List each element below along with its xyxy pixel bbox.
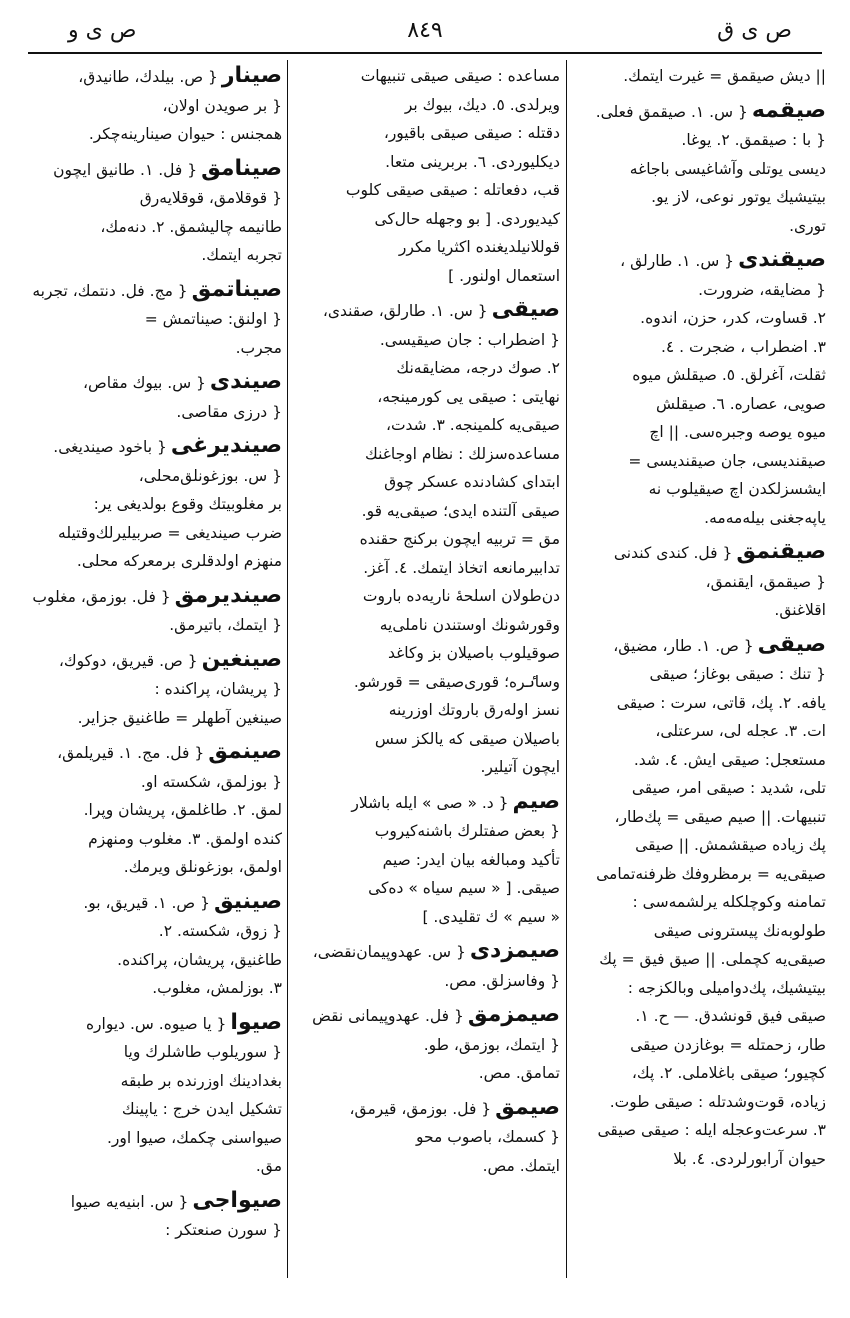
entry-line [30, 519, 282, 548]
entry-line [572, 212, 826, 241]
entry-headword: صینار [221, 63, 282, 88]
entry-text: طار، زحمتله = بوغازدن صیقی [630, 1035, 826, 1054]
entry-line [572, 62, 826, 91]
entry-text: مساعده : صیقی صیقی تنبیهات [360, 67, 560, 85]
entry-text: دن‌طولان اسلحهٔ ناریه‌ده باروت [362, 587, 560, 605]
entry-text: { س. ابنیه‌یه صیوا [70, 1192, 189, 1211]
entry-line [294, 91, 560, 120]
entry-text: { س. بیوك مقاص، [83, 374, 206, 392]
entry-text: دیکلیوردی. ٦. بربرینی متعا. [385, 152, 560, 171]
dictionary-entry [572, 538, 826, 625]
entry-text: نهایتی : صیقی یی کورمینجه، [377, 387, 560, 406]
entry-line [572, 1088, 826, 1117]
entry-line [30, 611, 282, 640]
dictionary-entry [30, 368, 282, 426]
entry-line [30, 334, 282, 363]
entry-line [30, 1067, 282, 1096]
entry-line [294, 1001, 560, 1031]
entry-text: کچیور؛ صیقی باغلاملی. ٢. پك، [631, 1064, 826, 1082]
entry-line [294, 296, 560, 326]
entry-line [572, 276, 826, 305]
entry-headword: صیم [512, 788, 560, 814]
entry-text: { زوق، شکسته. ٢. [158, 922, 282, 940]
entry-line [30, 1187, 282, 1217]
entry-line [294, 967, 560, 996]
entry-text: طاغنیق، پریشان، پراکنده. [117, 950, 282, 969]
entry-line [30, 582, 282, 612]
entry-line [30, 462, 282, 491]
entry-text: صیقندیسی، جان صیقندیسی = [628, 451, 826, 470]
entry-text: { بر صویدن اولان، [162, 96, 282, 115]
dictionary-entry [30, 582, 282, 640]
entry-text: { ص. ١. قیریق، بو. [83, 893, 210, 912]
entry-text: { وفاسزلق. مص. [444, 971, 560, 990]
entry-line [294, 554, 560, 583]
entry-text: { فل. بوزمق، قیرمق، [349, 1099, 492, 1118]
dictionary-entry [294, 1001, 560, 1088]
entry-line [294, 1123, 560, 1152]
entry-line [30, 1152, 282, 1181]
entry-line [572, 1059, 826, 1088]
entry-line [572, 1116, 826, 1145]
entry-line [30, 92, 282, 121]
entry-text: { باخود صیندیغی. [53, 438, 167, 456]
entry-line [30, 974, 282, 1003]
entry-text: { فل. عهدوپیمانی نقض [312, 1007, 464, 1025]
entry-text: طولوبه‌نك پیسترونی صیقی [653, 921, 826, 940]
entry-line [572, 183, 826, 212]
entry-text: میوه یوصه وجبره‌سی. || اچ [649, 423, 826, 441]
entry-text: ضرب صیندیغی = صربیلیرلك‌وقتیله [58, 523, 282, 542]
entry-text: تمامنه وکوچلکله یرلشمه‌سی : [632, 893, 826, 911]
entry-line [572, 155, 826, 184]
entry-line [30, 213, 282, 242]
dictionary-entry [294, 788, 560, 932]
entry-text: ثقلت، آغرلق. ٥. صیقلش میوه [632, 366, 826, 384]
entry-text: ایچون آتیلیر. [480, 758, 560, 776]
entry-text: قوللانیلدیغنده اکثریا مکرر [398, 238, 560, 256]
entry-line [294, 262, 560, 291]
entry-text: پك زیاده صیقشمش. || صیقی [635, 836, 826, 854]
entry-line [294, 874, 560, 903]
entry-headword: صیندی [209, 369, 282, 394]
entry-headword: صیقنمق [736, 539, 826, 564]
entry-text: صوقیلوب باصیلان بز وکاغد [388, 644, 560, 662]
dictionary-entry [572, 246, 826, 532]
entry-line [30, 825, 282, 854]
entry-text: ابتدای کشادنده عسکر چوق [384, 473, 560, 491]
dictionary-entry [294, 62, 560, 290]
dictionary-entry [30, 888, 282, 1003]
entry-line [30, 490, 282, 519]
entry-line [572, 1002, 826, 1031]
entry-line [294, 440, 560, 469]
entry-line [30, 276, 282, 306]
entry-headword: صیمزدی [469, 938, 560, 963]
entry-line [572, 689, 826, 718]
dictionary-entry [30, 738, 282, 882]
entry-text: تدابیرمانعه اتخاذ ایتمك. ٤. آغز. [363, 558, 560, 577]
entry-line [294, 354, 560, 383]
page-header [28, 18, 822, 52]
entry-line [572, 831, 826, 860]
entry-text: مق. [255, 1157, 282, 1175]
entry-line [294, 1059, 560, 1088]
entry-text: « سیم » ك تقلیدی. ] [422, 907, 560, 926]
entry-text: صیقی آلتنده ایدی؛ صیقی‌یه قو. [361, 501, 560, 520]
entry-line [30, 853, 282, 882]
entry-line [572, 945, 826, 974]
entry-text: قب، دفعاتله : صیقی صیقی کلوب [345, 181, 560, 199]
dictionary-entry [30, 276, 282, 363]
page-number: ٨٤٩ [407, 18, 443, 43]
entry-line [572, 596, 826, 625]
entry-text: ٢. قساوت، کدر، حزن، اندوه. [640, 309, 826, 327]
entry-line [572, 126, 826, 155]
entry-line [30, 547, 282, 576]
entry-text: استعمال اولنور. ] [448, 266, 560, 285]
entry-line [572, 418, 826, 447]
entry-text: ات. ٣. عجله لی، سرعتلی، [655, 722, 826, 740]
entry-line [294, 119, 560, 148]
entry-line [572, 660, 826, 689]
entry-text: یاپه‌جغنی بیله‌مه‌مه. [704, 508, 826, 527]
entry-line [30, 796, 282, 825]
entry-line [294, 937, 560, 967]
entry-line [294, 725, 560, 754]
entry-line [572, 974, 826, 1003]
entry-line [294, 639, 560, 668]
entry-text: { سوریلوب طاشلرك ویا [123, 1043, 282, 1061]
entry-line [572, 361, 826, 390]
entry-line [294, 62, 560, 91]
entry-line [572, 803, 826, 832]
entry-text: || دیش صیقمق = غیرت ایتمك. [623, 67, 826, 85]
entry-line [30, 184, 282, 213]
entry-line [30, 1216, 282, 1245]
entry-line [30, 738, 282, 768]
entry-headword: صینغین [201, 646, 282, 672]
entry-text: بر مغلوبیتك وقوع بولدیغی یر: [93, 495, 282, 513]
entry-line [572, 568, 826, 597]
entry-line [294, 525, 560, 554]
entry-headword: صیمزمق [467, 1002, 560, 1027]
entry-text: تلی، شدید : صیقی امر، صیقی [631, 779, 826, 797]
entry-line [294, 326, 560, 355]
entry-text: صینغین آطهلر = طاغنیق جزایر. [77, 708, 282, 727]
entry-text: { درزی مقاصی. [176, 402, 282, 421]
entry-text: { ایتمك، بوزمق، طو. [423, 1035, 560, 1054]
entry-line [30, 646, 282, 676]
entry-text: یافه. ٢. پك، قاتی، سرت : صیقی [616, 693, 826, 712]
entry-text: تنبیهات. || صیم صیقی = پك‌طار، [614, 807, 826, 826]
entry-line [294, 411, 560, 440]
entry-text: توری. [789, 216, 826, 235]
entry-headword: صیندیرغی [170, 433, 282, 458]
entry-line [572, 888, 826, 917]
entry-text: صیقی فیق قونشدق. — ح. ١. [635, 1007, 826, 1025]
entry-text: { فل. ١. طانیق ایچون [53, 160, 198, 179]
entry-text: زیاده، قوت‌وشدتله : صیقی طوت. [609, 1092, 826, 1111]
entry-text: { ص. بیلدك، طانیدق، [78, 68, 218, 86]
entry-text: تأکید ومبالغه بیان ایدر: صیم [382, 850, 560, 869]
entry-line [294, 205, 560, 234]
entry-line [572, 390, 826, 419]
entry-line [572, 774, 826, 803]
entry-text: حیوان آرابورلردی. ٤. بلا [673, 1149, 826, 1168]
entry-text: صیقی‌یه = برمظروفك ظرفنه‌تمامی [596, 864, 826, 883]
entry-text: { با : صیقمق. ٢. یوغا. [681, 131, 826, 149]
entry-text: { س. بوزغونلق‌محلی، [138, 466, 282, 485]
entry-text: { مضایقه، ضرورت. [698, 280, 826, 299]
entry-text: { تنك : صیقی بوغاز؛ صیقی [649, 665, 826, 683]
entry-line [30, 888, 282, 918]
entry-text: اقلاغنق. [774, 601, 826, 619]
column-divider-right [566, 60, 567, 1278]
entry-text: ٣. سرعت‌وعجله ایله : صیقی صیقی [597, 1121, 826, 1139]
entry-line [572, 504, 826, 533]
entry-line [30, 946, 282, 975]
entry-line [572, 1145, 826, 1174]
entry-headword: صیواجی [192, 1187, 282, 1213]
entry-text: ویرلدی. ٥. دیك، بیوك بر [404, 95, 560, 114]
entry-headword: صینیق [213, 888, 282, 914]
entry-text: مجرب. [235, 338, 282, 357]
left-column [30, 62, 282, 1302]
entry-line [572, 860, 826, 889]
entry-line [294, 788, 560, 818]
entry-line [294, 468, 560, 497]
entry-line [30, 1095, 282, 1124]
entry-text: { مج. فل. دنتمك، تجربه [32, 281, 188, 300]
entry-headword: صیندیرمق [174, 582, 282, 608]
entry-text: لمق. ٢. طاغلمق، پریشان وپرا. [83, 801, 282, 819]
entry-line [294, 696, 560, 725]
dictionary-entry [30, 646, 282, 733]
entry-line [30, 241, 282, 270]
entry-text: { ایتمك، باتیرمق. [169, 616, 282, 634]
dictionary-entry [294, 296, 560, 782]
entry-text: ٢. صوك درجه، مضایقه‌نك [396, 359, 560, 377]
entry-text: { فل. کندی کندنی [613, 544, 733, 562]
entry-text: صیقی‌یه کلمینجه. ٣. شدت، [385, 416, 560, 434]
entry-line [294, 148, 560, 177]
entry-line [572, 746, 826, 775]
entry-headword: صیناتمق [191, 276, 282, 302]
entry-text: طانیمه چالیشمق. ٢. دنه‌مك، [100, 217, 282, 236]
header-rule [28, 52, 822, 54]
entry-text: { سورن صنعتکر : [165, 1221, 282, 1239]
entry-line [30, 1038, 282, 1067]
entry-text: { کسمك، باصوب محو [416, 1128, 560, 1146]
entry-text: { ص. قیریق، دوکوك، [58, 651, 198, 670]
dictionary-entry [572, 631, 826, 1174]
entry-text: مستعجل: صیقی ایش. ٤. شد. [633, 750, 826, 769]
entry-text: بیتیشیك، پك‌دوامیلی وبالکزجه : [627, 978, 826, 997]
dictionary-entry [30, 1009, 282, 1181]
entry-line [30, 1009, 282, 1039]
entry-line [30, 675, 282, 704]
entry-line [30, 120, 282, 149]
entry-headword: صیقمه [751, 97, 826, 123]
entry-line [294, 497, 560, 526]
entry-headword: صینامق [201, 155, 282, 181]
entry-text: { س. ١. طارلق، صقندی، [322, 302, 488, 320]
entry-text: بغدادینك اوزرنده بر طبقه [120, 1071, 282, 1090]
entry-line [30, 155, 282, 185]
dictionary-entry [30, 155, 282, 270]
entry-text: منهزم اولدقلری برمعرکه محلی. [76, 552, 282, 570]
entry-text: صیواسنی چکمك، صیوا اور. [106, 1128, 282, 1147]
entry-text: ایشسزلکدن اچ صیقیلوب نه [648, 480, 826, 498]
entry-line [572, 538, 826, 568]
dictionary-entry [572, 97, 826, 241]
middle-column [294, 62, 560, 1302]
entry-line [30, 917, 282, 946]
entry-text: همجنس : حیوان صینارینه‌چکر. [88, 125, 282, 143]
entry-line [294, 1152, 560, 1181]
entry-line [294, 817, 560, 846]
entry-line [294, 582, 560, 611]
entry-line [572, 717, 826, 746]
entry-text: { س. ١. طارلق ، [620, 252, 735, 270]
entry-line [294, 176, 560, 205]
entry-text: کیدیوردی. [ بو وجهله حال‌کی [374, 209, 560, 228]
entry-line [30, 62, 282, 92]
entry-line [572, 1031, 826, 1060]
entry-text: تجربه ایتمك. [201, 246, 282, 264]
entry-line [294, 233, 560, 262]
entry-text: صیقی‌یه کچملی. || صیق فیق = پك [599, 950, 826, 968]
entry-text: { بعض صفتلرك باشنه‌کیروب [374, 822, 560, 840]
dictionary-entry [30, 432, 282, 576]
entry-headword: صیمق [495, 1094, 560, 1120]
entry-text: { اضطراب : جان صیقیسی. [379, 330, 560, 349]
entry-text: اولمق، بوزغونلق ویرمك. [123, 858, 282, 876]
entry-text: وقورشونك اوستندن ناملی‌یه [379, 615, 560, 634]
entry-text: ایتمك. مص. [482, 1156, 560, 1175]
entry-line [572, 475, 826, 504]
entry-line [572, 304, 826, 333]
entry-line [294, 668, 560, 697]
entry-line [30, 305, 282, 334]
entry-text: { س. ١. صیقمق فعلی. [595, 102, 748, 121]
entry-line [294, 903, 560, 932]
dictionary-entry [294, 937, 560, 995]
entry-text: { د. « صی » ایله باشلار [351, 793, 509, 812]
entry-line [294, 611, 560, 640]
entry-text: { فل. مج. ١. قیریلمق، [57, 744, 205, 762]
entry-line [30, 704, 282, 733]
entry-text: ٣. بوزلمش، مغلوب. [152, 979, 282, 997]
entry-text: دقتله : صیقی صیقی باقیور، [383, 124, 560, 142]
entry-text: بیتیشیك یوتور نوعی، لاز یو. [651, 188, 826, 206]
header-left-letters: ص ی و [68, 18, 137, 43]
entry-line [572, 333, 826, 362]
entry-line [572, 97, 826, 127]
entry-line [294, 1031, 560, 1060]
entry-line [30, 1124, 282, 1153]
entry-text: کنده اولمق. ٣. مغلوب ومنهزم [88, 829, 282, 848]
entry-text: باصیلان صیقی که یالکز سس [374, 729, 560, 748]
entry-text: تمامق. مص. [478, 1064, 560, 1082]
entry-text: مق = تربیه ایچون برکنج حقنده [359, 530, 560, 548]
entry-text: مساعده‌سزلك : نظام اوجاغنك [365, 444, 560, 463]
dictionary-entry [294, 1094, 560, 1181]
dictionary-entry [30, 62, 282, 149]
entry-text: { یا صیوه. س. دیواره [85, 1014, 227, 1033]
right-column [572, 62, 826, 1302]
entry-text: وساٸره؛ قوری‌صیقی = قورشو. [353, 672, 560, 691]
entry-line [572, 447, 826, 476]
entry-headword: صیقی [491, 297, 560, 322]
entry-text: { قوقلامق، قوقلایه‌رق [139, 189, 282, 207]
entry-line [30, 432, 282, 462]
entry-text: { ص. ١. طار، مضیق، [613, 636, 754, 655]
entry-headword: صیوا [230, 1009, 282, 1035]
dictionary-entry [572, 62, 826, 91]
entry-text: { صیقمق، ایقنمق، [705, 572, 826, 591]
entry-line [294, 753, 560, 782]
entry-line [294, 1094, 560, 1124]
entry-headword: صینمق [208, 739, 282, 764]
entry-text: { پریشان، پراکنده : [154, 680, 282, 698]
entry-text: دیسی یوتلی وآشاغیسی باجاغه [629, 159, 826, 178]
entry-text: صیقی. [ « سیم سیاه » ده‌کی [368, 879, 560, 897]
entry-line [572, 631, 826, 661]
entry-line [30, 368, 282, 398]
entry-line [294, 383, 560, 412]
entry-line [572, 917, 826, 946]
entry-text: { بوزلمق، شکسته او. [140, 772, 282, 791]
header-right-letters: ص ی ق [717, 18, 792, 43]
entry-text: صویی، عصاره. ٦. صیقلش [656, 394, 826, 413]
entry-text: ٣. اضطراب ، ضجرت . ٤. [660, 337, 826, 356]
entry-headword: صیقندی [738, 247, 826, 272]
entry-line [30, 768, 282, 797]
entry-line [294, 846, 560, 875]
entry-line [30, 398, 282, 427]
column-divider-left [287, 60, 288, 1278]
entry-text: { س. عهدوپیمان‌نقضی، [312, 943, 466, 961]
entry-text: تشکیل ایدن خرج : یاپینك [121, 1100, 282, 1118]
entry-line [572, 246, 826, 276]
entry-text: { اولنق: صیناتمش = [144, 310, 282, 328]
entry-text: { فل. بوزمق، مغلوب [32, 587, 171, 606]
entry-text: نسز اوله‌رق باروتك اوزرینه [388, 701, 560, 719]
dictionary-entry [30, 1187, 282, 1245]
entry-headword: صیقی [757, 631, 826, 657]
